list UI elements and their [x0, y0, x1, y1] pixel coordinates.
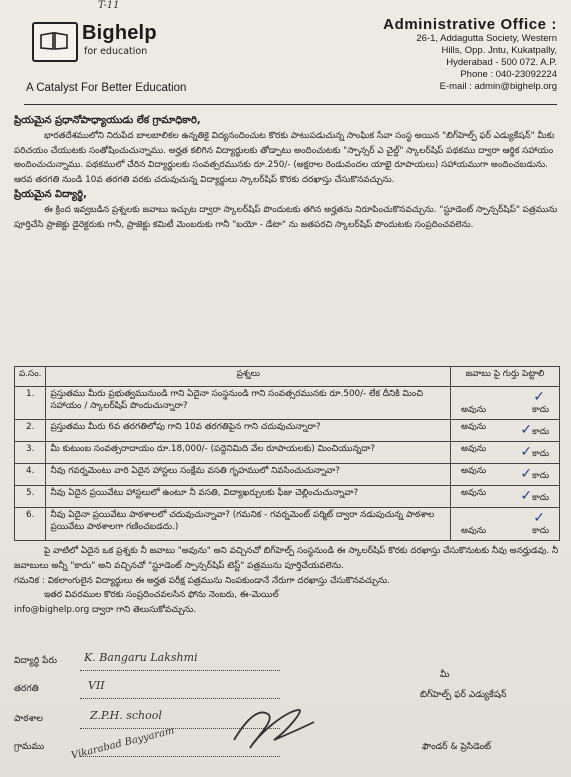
instruction-paragraph: ఈ క్రింద ఇవ్వబడిన ప్రశ్నలకు జవాబు ఇచ్చుట ద్వారా స్కాలర్‌షిప్ పొందుటకు తగిన అర్హతను నిరూపించుకొనవచ్చును. "స్టూడెంట్ స్పాన్సర్‌షిప్" పత్రమును పూర్తిచేసి ప్రాజెక్టు డైరెక్టరుకు గానీ, ప్రాజెక్టు కమిటీ మెంబరుకు గానీ "బయో - డేటా" ను జతపరచి స్కాలర్‌షిప్ పొందుటకు సంప్రదించవలెను.	[14, 204, 558, 230]
table-header-row	[15, 367, 560, 387]
row-number: 5.	[15, 486, 46, 508]
answer-cell	[451, 442, 560, 464]
row-question: ప్రస్తుతము మీరు 6వ తరగతిలోపు గాని 10వ తరగతిపైన గాని చదువుచున్నారా?	[46, 420, 451, 442]
row-question: ప్రస్తుతము మీరు ప్రభుత్వమునుండి గాని ఏదైనా సంస్థనుండి గాని సంవత్సరమునకు రూ.500/- లేక దీనికి మించి సహాయం / స్కాలర్‌షిప్ పొందుచున్నారా?	[46, 387, 451, 420]
school-value[interactable]: Z.P.H. school	[90, 709, 162, 722]
signoff-role: ఫౌండర్ & ప్రెసిడెంట్	[422, 742, 492, 752]
answer-no[interactable]: కాదు	[532, 405, 549, 415]
col-question-header: ప్రశ్నలు	[46, 367, 451, 387]
tagline: A Catalyst For Better Education	[26, 82, 187, 94]
email-line: info@bighelp.org ద్వారా గాని తెలుసుకోవచ్చును.	[14, 605, 197, 616]
student-greeting: ప్రియమైన విద్యార్థి,	[14, 188, 87, 200]
class-label: తరగతి	[14, 684, 39, 694]
answer-no[interactable]: కాదు	[532, 493, 549, 503]
tick-mark: ✓	[520, 488, 533, 504]
office-address	[367, 16, 557, 93]
answer-no[interactable]: కాదు	[532, 471, 549, 481]
table-row	[15, 486, 560, 508]
closing-text	[14, 544, 560, 618]
answer-yes[interactable]: అవును	[461, 422, 487, 432]
tick-mark: ✓	[533, 389, 545, 405]
col-number-header: ప.సం.	[15, 367, 46, 387]
office-line: 26-1, Addagutta Society, Western	[416, 33, 557, 44]
office-title: Administrative Office :	[383, 16, 557, 33]
row-question: నీవు ఏదైనా ప్రయివేటు పాఠశాలలో చదువుచున్నావా? (గమనిక - గవర్నమెంట్ పర్మిట్ ద్వారా నడుపుచున్న పాఠశాల ప్రయివేటు పాఠశాలగా గణించబడదు.)	[46, 508, 451, 541]
office-line: Phone : 040-23092224	[460, 69, 557, 80]
village-label: గ్రామము	[14, 742, 45, 752]
eligibility-table	[14, 366, 560, 541]
table-row	[15, 508, 560, 541]
book-icon	[40, 32, 68, 50]
header-divider	[24, 104, 557, 105]
row-question: మీ కుటుంబ సంవత్సరాదాయం రూ.18,000/- (పద్దెనిమిది వేల రూపాయలకు) మించియున్నదా?	[46, 442, 451, 464]
salutation: ప్రియమైన ప్రధానోపాధ్యాయుడు లేక గ్రామాధికారి,	[14, 115, 201, 126]
school-label: పాఠశాల	[14, 714, 43, 724]
class-underline	[80, 698, 280, 699]
row-number: 3.	[15, 442, 46, 464]
row-number: 6.	[15, 508, 46, 541]
office-line: Hills, Opp. Jntu, Kukatpally,	[441, 45, 557, 56]
tick-mark: ✓	[520, 444, 533, 460]
signoff-mi: మీ	[440, 670, 450, 680]
signoff-org: బిగ్‌హెల్ప్ ఫర్ ఎడ్యుకేషన్	[420, 690, 507, 700]
name-label: విద్యార్థి పేరు	[14, 656, 57, 666]
contact-paragraph: ఇతర వివరముల కొరకు సంప్రదించవలసిన ఫోను నెంబరు, ఈ-మెయిల్	[44, 590, 279, 601]
brand-name: Bighelp	[82, 22, 157, 44]
table-row	[15, 420, 560, 442]
answer-no[interactable]: కాదు	[532, 526, 549, 536]
table-row	[15, 387, 560, 420]
tick-mark: ✓	[520, 466, 533, 482]
answer-cell	[451, 387, 560, 420]
answer-no[interactable]: కాదు	[532, 449, 549, 459]
tick-mark: ✓	[520, 422, 533, 438]
table-row	[15, 442, 560, 464]
row-question: నీవు గవర్నమెంటు వారి ఏదైన హాస్టలు సంక్షేమ వసతి గృహములో నివసించుచున్నావా?	[46, 464, 451, 486]
answer-cell	[451, 508, 560, 541]
note: గమనిక : వికలాంగులైన విద్యార్థులు ఈ అర్హత పరీక్ష పత్రమును నింపకుండానే నేరుగా దరఖాస్తు చేసుకొనవచ్చును.	[14, 575, 390, 586]
village-value[interactable]: Vikarabad Bayyaram	[70, 725, 176, 762]
row-number: 2.	[15, 420, 46, 442]
eligibility-paragraph: పై వాటిలో ఏదైన ఒక ప్రశ్నకు నీ జవాబు "అవును" అని వచ్చినచో బిగ్‌హెల్ప్ సంస్థనుండి ఈ స్కాలర్‌షిప్ కొరకు దరఖాస్తు చేసుకొనుటకు నీవు అనర్హుడవు. నీ జవాబులు అన్నీ "కాదు" అని వచ్చినచో "స్టూడెంట్ స్పాన్సర్‌షిప్ టెస్ట్" పత్రమును పూర్తిచేయవలెను.	[14, 546, 559, 571]
bighelp-logo-icon	[32, 22, 78, 62]
col-answer-header: జవాబు పై గుర్తు పెట్టాలి	[451, 367, 560, 387]
tick-mark: ✓	[533, 510, 545, 526]
answer-cell	[451, 420, 560, 442]
letterhead	[0, 0, 571, 102]
signature-scribble	[228, 700, 318, 756]
answer-cell	[451, 464, 560, 486]
answer-no[interactable]: కాదు	[532, 427, 549, 437]
table-row	[15, 464, 560, 486]
office-line: Hyderabad - 500 072. A.P.	[446, 57, 557, 68]
name-underline	[80, 670, 280, 671]
intro-paragraph: భారతదేశములోని నిరుపేద బాలబాలికల ఉన్నతికై విద్యనందించుట కొరకు పాటుపడుచున్న సాంఘిక సేవా సంస్థ అయిన "బిగ్‌హెల్ప్ ఫర్ ఎడ్యుకేషన్" మీకు పరిచయం చేయుటకు సంతోషించుచున్నాము. అర్హత కలిగిన విద్యార్థులకు తోడ్పాటు అందించుటకు "స్పాన్సర్ ఎ చైల్డ్" స్కాలర్‌షిప్ పథకము ద్వారా ఆర్థిక సహాయం అందించుచున్నాము. పథకములో చేరిన విద్యార్థులకు సంవత్సరమునకు రూ.250/- (అక్షరాల రెండువందల యాభై రూపాయలు) సహాయముగా అందించబడును. ఆరవ తరగతి నుండి 10వ తరగతి వరకు చదువుచున్న విద్యార్థులు స్కాలర్‌షిప్ కొరకు దరఖాస్తు చేసుకొనవచ్చును.	[14, 130, 555, 186]
answer-yes[interactable]: అవును	[461, 444, 487, 454]
office-line: E-mail : admin@bighelp.org	[439, 81, 557, 92]
corner-note: T-11	[98, 0, 120, 11]
answer-cell	[451, 486, 560, 508]
answer-yes[interactable]: అవును	[461, 526, 487, 536]
name-value[interactable]: K. Bangaru Lakshmi	[84, 651, 198, 664]
answer-yes[interactable]: అవును	[461, 466, 487, 476]
class-value[interactable]: VII	[88, 679, 105, 692]
brand-subtitle: for education	[84, 46, 148, 57]
row-number: 4.	[15, 464, 46, 486]
row-question: నీవు ఏదైన ప్రయివేటు హాస్టలులో ఉంటూ నీ వసతి, విద్యాఖర్చులకు ఫీజు చెల్లించుచున్నావా?	[46, 486, 451, 508]
answer-yes[interactable]: అవును	[461, 488, 487, 498]
answer-yes[interactable]: అవును	[461, 405, 487, 415]
letter-body	[14, 114, 560, 232]
row-number: 1.	[15, 387, 46, 420]
village-underline	[80, 756, 280, 757]
